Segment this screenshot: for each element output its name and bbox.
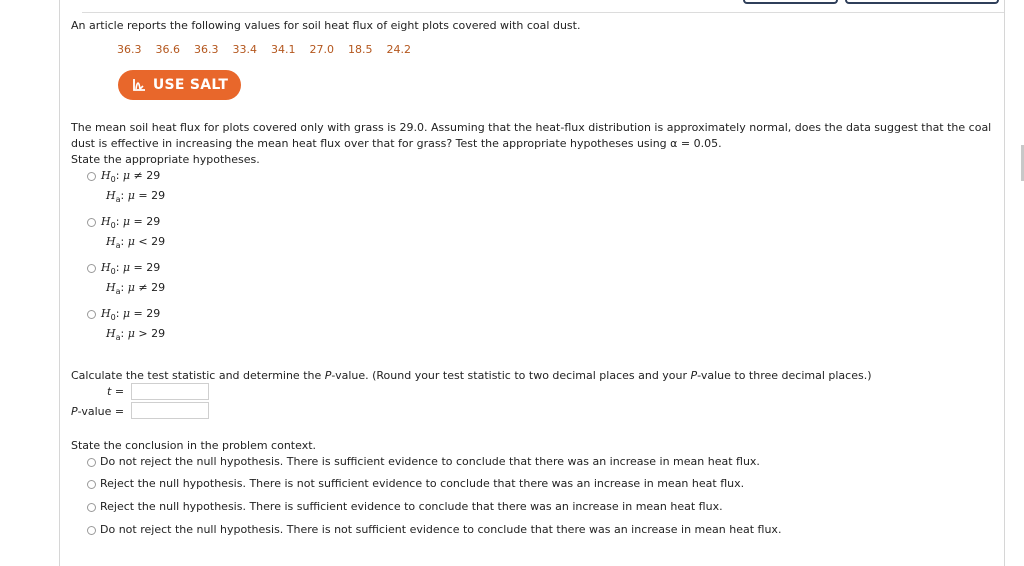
ha-relation: = 29 <box>138 189 166 202</box>
mu-symbol: μ <box>122 169 131 182</box>
top-divider <box>82 12 1004 13</box>
hypothesis-3-ha: $H_a$: μ ≠ 29 <box>106 281 166 297</box>
calc-prompt-part: -value to three decimal places.) <box>697 369 872 382</box>
mu-symbol: μ <box>127 281 135 294</box>
equals-sign: = <box>114 385 125 398</box>
h0-relation: ≠ 29 <box>133 169 161 182</box>
hypothesis-4-ha: $H_a$: μ > 29 <box>106 327 166 343</box>
h0-relation: = 29 <box>133 261 161 274</box>
mu-symbol: μ <box>127 327 135 340</box>
h0-relation: = 29 <box>133 215 161 228</box>
calc-prompt-part: -value. (Round your test statistic to two decimal places and your <box>331 369 691 382</box>
top-nav-button-2[interactable] <box>845 0 999 4</box>
t-statistic-input[interactable] <box>131 383 209 400</box>
hypothesis-1-h0: $H_0$: μ ≠ 29 <box>101 169 161 185</box>
conclusion-radio-4[interactable] <box>87 526 96 535</box>
hypothesis-radio-3[interactable] <box>87 264 96 273</box>
hypothesis-1-ha: $H_a$: μ = 29 <box>106 189 166 205</box>
conclusion-radio-3[interactable] <box>87 503 96 512</box>
problem-intro: An article reports the following values for soil heat flux of eight plots covered with coal dust. <box>71 19 581 32</box>
mu-symbol: μ <box>127 189 135 202</box>
conclusion-option-2[interactable]: Reject the null hypothesis. There is not sufficient evidence to conclude that there was an increase in mean heat flux. <box>100 477 745 490</box>
conclusion-option-1[interactable]: Do not reject the null hypothesis. There is sufficient evidence to conclude that there was an increase in mean heat flux. <box>100 455 760 468</box>
mu-symbol: μ <box>122 261 131 274</box>
h-symbol: H <box>106 327 116 340</box>
p-value-input[interactable] <box>131 402 209 419</box>
mu-symbol: μ <box>122 215 131 228</box>
h0-relation: = 29 <box>133 307 161 320</box>
ha-sub: a <box>115 287 121 297</box>
h0-sub: 0 <box>110 267 116 277</box>
data-value: 33.4 <box>232 43 257 56</box>
conclusion-radio-1[interactable] <box>87 458 96 467</box>
hypothesis-radio-4[interactable] <box>87 310 96 319</box>
calc-prompt-p: P <box>690 369 698 382</box>
hypothesis-3-h0: $H_0$: μ = 29 <box>101 261 161 277</box>
data-value: 27.0 <box>309 43 334 56</box>
data-value: 18.5 <box>348 43 373 56</box>
h0-sub: 0 <box>110 313 116 323</box>
top-nav-button-1[interactable] <box>743 0 838 4</box>
hypotheses-prompt: State the appropriate hypotheses. <box>71 153 260 166</box>
data-value: 34.1 <box>271 43 296 56</box>
calc-prompt-part: Calculate the test statistic and determine the <box>71 369 325 382</box>
h-symbol: H <box>106 189 116 202</box>
h-symbol: H <box>101 307 111 320</box>
hypothesis-radio-1[interactable] <box>87 172 96 181</box>
ha-sub: a <box>115 195 121 205</box>
h-symbol: H <box>101 169 111 182</box>
ha-sub: a <box>115 333 121 343</box>
p-value-label <box>71 405 124 418</box>
data-value: 24.2 <box>386 43 411 56</box>
h-symbol: H <box>106 281 116 294</box>
salt-chart-icon <box>131 77 147 93</box>
equals-sign: = <box>114 405 125 418</box>
data-value: 36.6 <box>155 43 180 56</box>
calc-prompt <box>71 369 872 382</box>
hypothesis-4-h0: $H_0$: μ = 29 <box>101 307 161 323</box>
h-symbol: H <box>101 215 111 228</box>
use-salt-label: USE SALT <box>152 77 229 93</box>
mu-symbol: μ <box>122 307 131 320</box>
t-var: t <box>107 385 112 398</box>
hypothesis-2-h0: $H_0$: μ = 29 <box>101 215 161 231</box>
t-label <box>107 385 124 398</box>
calc-prompt-p: P <box>324 369 332 382</box>
ha-relation: ≠ 29 <box>138 281 166 294</box>
data-value: 36.3 <box>117 43 142 56</box>
problem-paragraph-line1: The mean soil heat flux for plots covered only with grass is 29.0. Assuming that the heat-flux distribution is approximately normal, does the data suggest that the coal <box>71 121 992 134</box>
p-value-text: -value <box>77 405 112 418</box>
conclusion-option-4[interactable]: Do not reject the null hypothesis. There is not sufficient evidence to conclude that there was an increase in mean heat flux. <box>100 523 782 536</box>
h0-sub: 0 <box>110 221 116 231</box>
hypothesis-2-ha: $H_a$: μ < 29 <box>106 235 166 251</box>
conclusion-radio-2[interactable] <box>87 480 96 489</box>
data-value: 36.3 <box>194 43 219 56</box>
data-values <box>117 43 425 56</box>
h-symbol: H <box>101 261 111 274</box>
use-salt-button[interactable] <box>118 70 241 100</box>
conclusion-option-3[interactable]: Reject the null hypothesis. There is sufficient evidence to conclude that there was an increase in mean heat flux. <box>100 500 723 513</box>
p-var: P <box>71 405 78 418</box>
problem-paragraph-line2: dust is effective in increasing the mean heat flux over that for grass? Test the appropriate hypotheses using α = 0.05. <box>71 137 722 150</box>
ha-relation: < 29 <box>138 235 166 248</box>
h0-sub: 0 <box>110 175 116 185</box>
h-symbol: H <box>106 235 116 248</box>
ha-relation: > 29 <box>138 327 166 340</box>
ha-sub: a <box>115 241 121 251</box>
conclusion-prompt: State the conclusion in the problem context. <box>71 439 317 452</box>
mu-symbol: μ <box>127 235 135 248</box>
hypothesis-radio-2[interactable] <box>87 218 96 227</box>
